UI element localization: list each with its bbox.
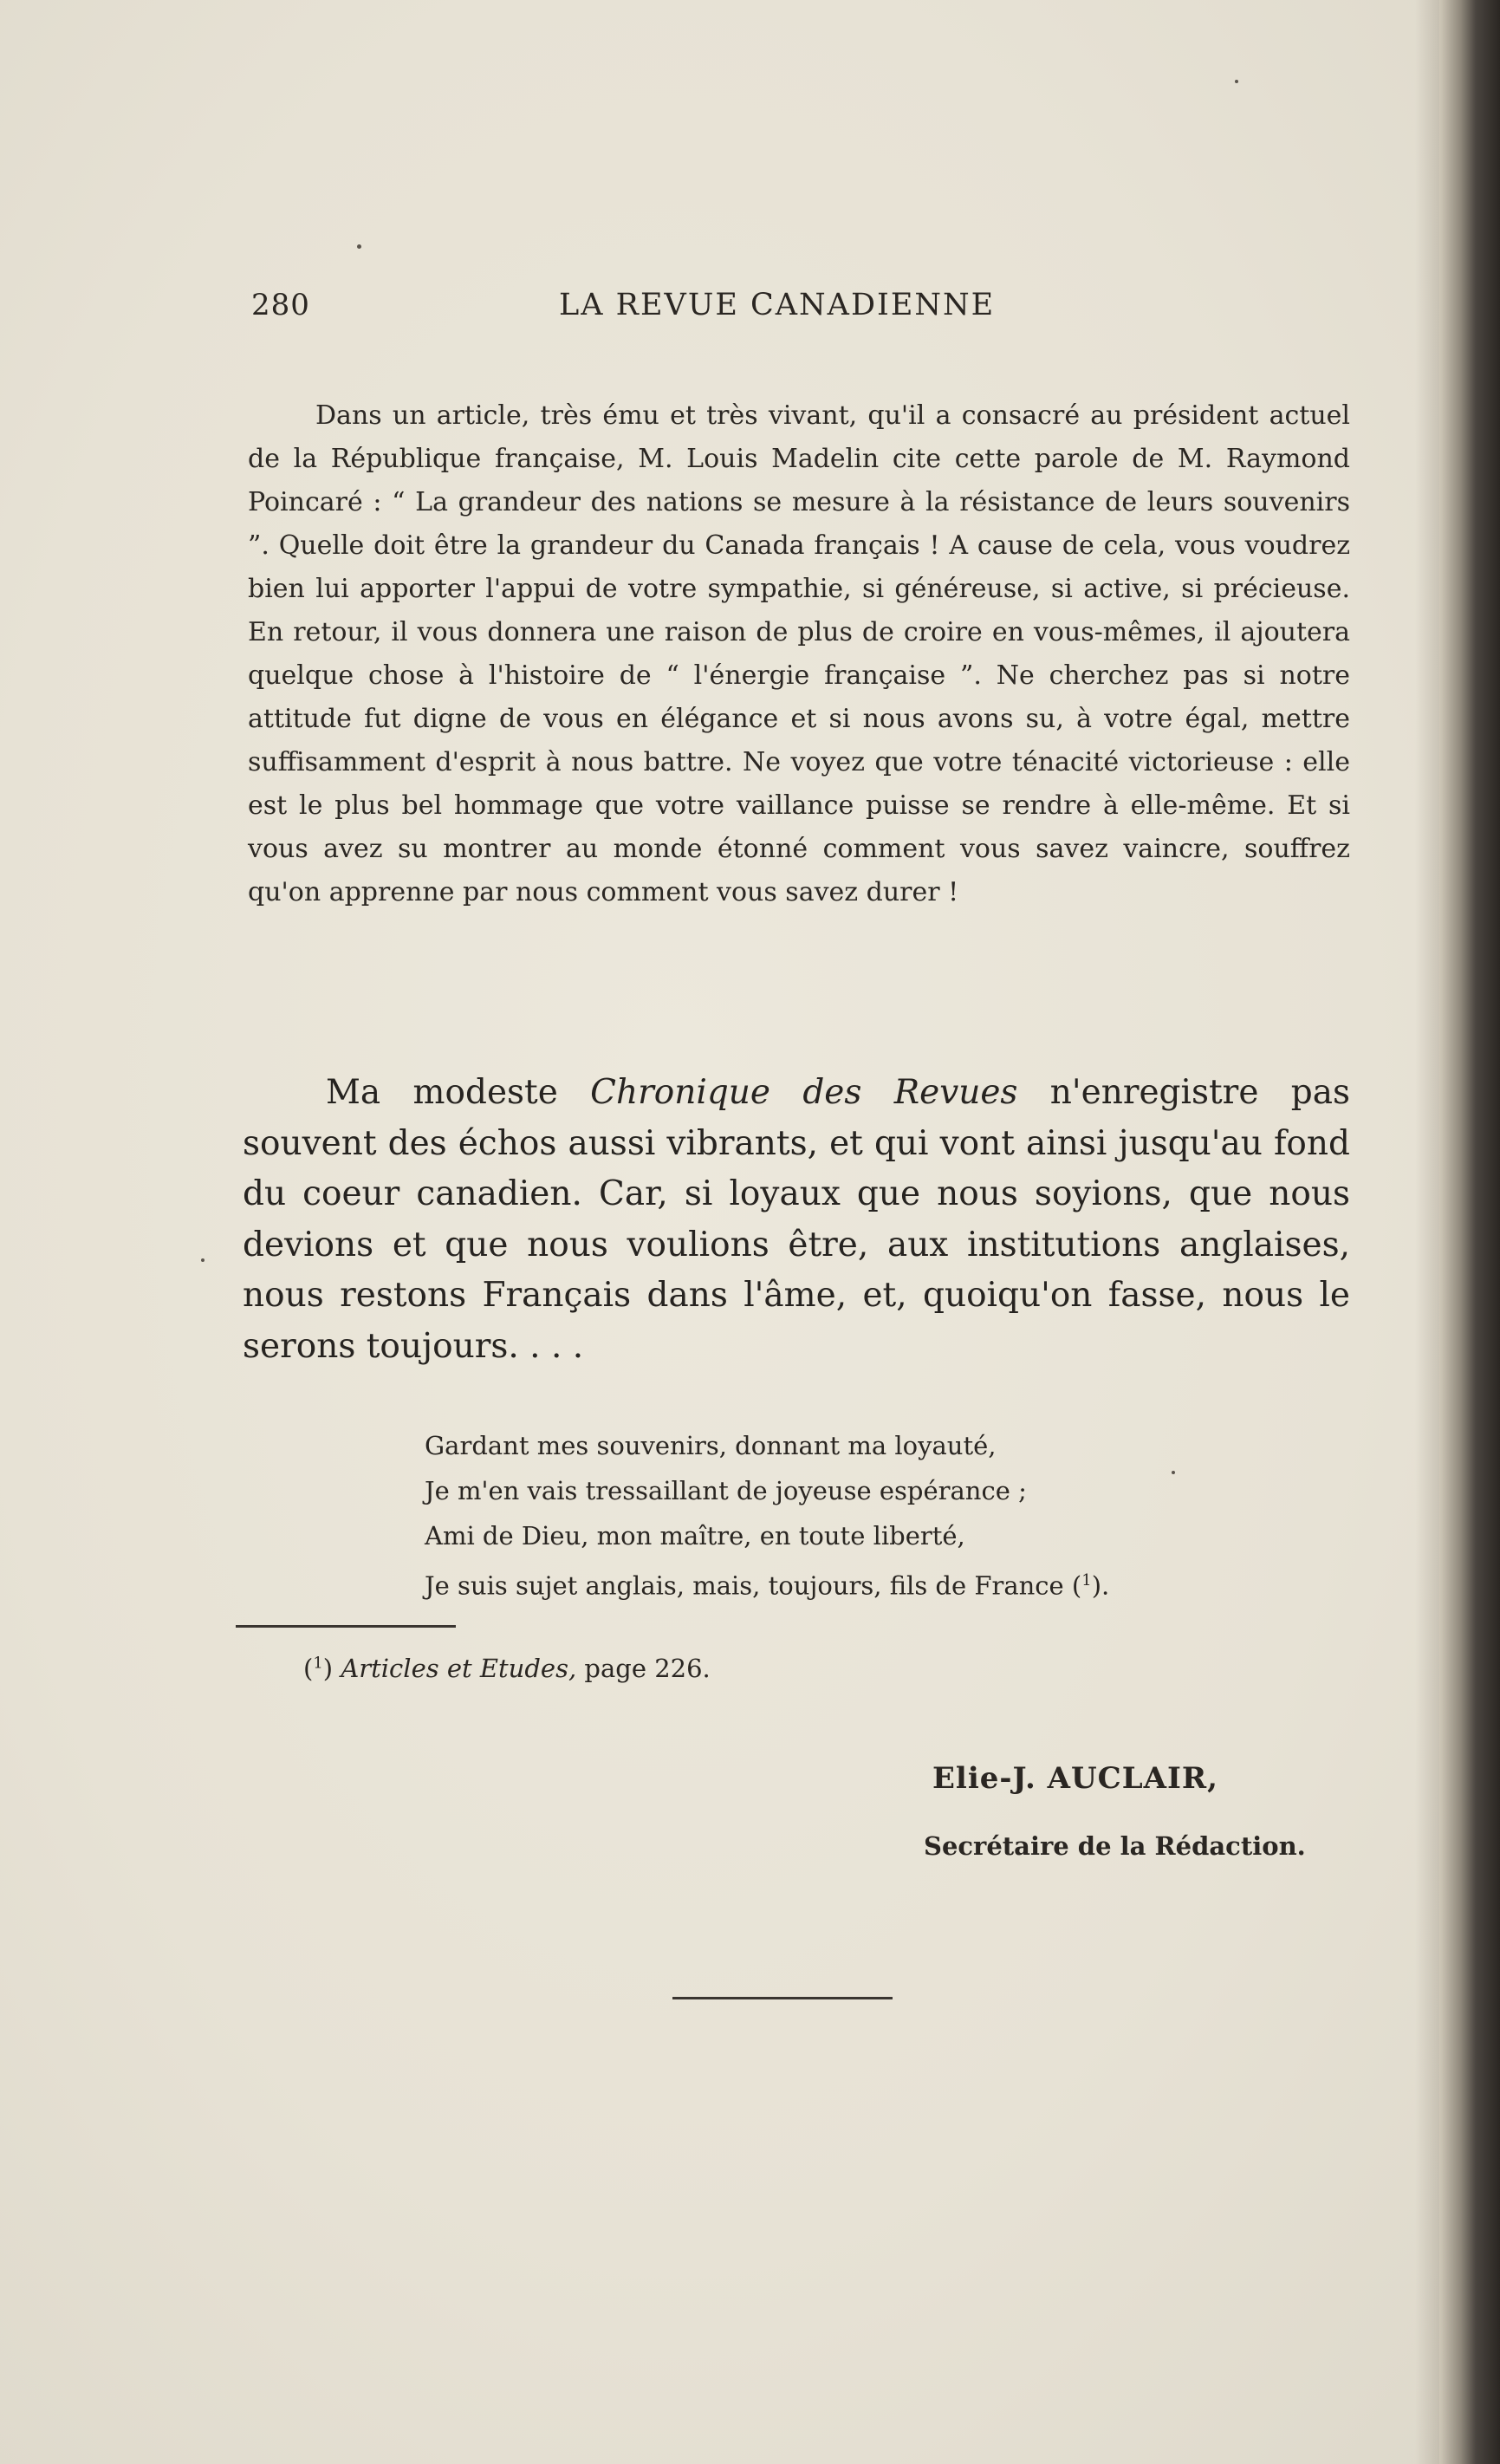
paragraph-text-end: n'enregistre pas souvent des échos aussi vibrants, et qui vont ainsi jusqu'au fond du coeur canadien. Car, si loyaux que nous soyions, que nous devions et que nous voulions être, aux institutions anglaises, nous restons Français dans l'âme, et, quoiqu'on fasse, nous le serons toujours. . . .	[243, 1073, 1350, 1366]
paper-speck	[201, 1258, 205, 1262]
author-signature: Elie-J. AUCLAIR,	[932, 1761, 1218, 1796]
verse-line: Je m'en vais tressaillant de joyeuse espérance ;	[425, 1476, 1027, 1505]
verse-line: Je suis sujet anglais, mais, toujours, fils de France ($^1$).	[425, 1570, 1110, 1601]
footnote-marker: 1	[313, 1654, 323, 1673]
verse-line: Ami de Dieu, mon maître, en toute liberté,	[425, 1521, 965, 1551]
running-title: LA REVUE CANADIENNE	[559, 288, 996, 322]
footnote-rule	[236, 1625, 456, 1628]
author-role: Secrétaire de la Rédaction.	[924, 1831, 1306, 1861]
main-paragraph	[243, 1068, 1350, 1372]
page-curve-shadow	[1415, 0, 1439, 2464]
book-spine	[1439, 0, 1500, 2464]
end-rule	[672, 1997, 893, 1999]
journal-title: Chronique des Revues	[590, 1073, 1018, 1112]
paper-speck	[357, 244, 361, 249]
verse-line-text: Je suis sujet anglais, mais, toujours, fils de France	[425, 1570, 1064, 1601]
verse-stanza	[425, 1423, 1308, 1609]
page-header	[251, 288, 1049, 329]
footnote-source: Articles et Etudes,	[341, 1654, 577, 1683]
footnote: ($^1$) Articles et Etudes, page 226.	[303, 1654, 711, 1683]
footnote-page: page 226.	[576, 1654, 711, 1683]
page-number: 280	[251, 288, 310, 322]
paragraph-text-start: Ma modeste	[326, 1073, 591, 1112]
paragraph-text: Dans un article, très ému et très vivant, qu'il a consacré au président actuel de la République française, M. Louis Madelin cite cette parole de M. Raymond Poincaré : “ La grandeur des nations se mesure à la résistance de leurs souvenirs ”. Quelle doit être la grandeur du Canada français ! A cause de cela, vous voudrez bien lui apporter l'appui de votre sympathie, si généreuse, si active, si précieuse. En retour, il vous donnera une raison de plus de croire en vous-mêmes, il ajoutera quelque chose à l'histoire de “ l'énergie française ”. Ne cherchez pas si notre attitude fut digne de vous en élégance et si nous avons su, à votre égal, mettre suffisamment d'esprit à nous battre. Ne voyez que votre ténacité victorieuse : elle est le plus bel hommage que votre vaillance puisse se rendre à elle-même. Et si vous avez su montrer au monde étonné comment vous savez vaincre, souffrez qu'on apprenne par nous comment vous savez durer !	[248, 400, 1350, 907]
paper-speck	[1235, 80, 1238, 83]
verse-line: Gardant mes souvenirs, donnant ma loyauté,	[425, 1431, 997, 1460]
paragraph-text	[243, 1068, 1350, 1372]
quoted-paragraph	[248, 394, 1350, 914]
footnote-reference: 1	[1081, 1571, 1092, 1590]
